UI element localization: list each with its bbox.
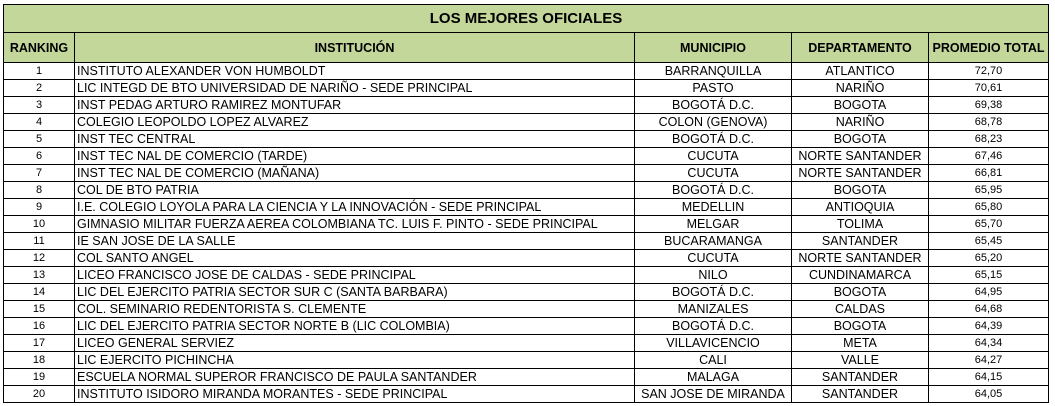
institucion-cell: IE SAN JOSE DE LA SALLE xyxy=(75,233,635,250)
ranking-cell: 12 xyxy=(4,250,75,267)
ranking-cell: 1 xyxy=(4,63,75,80)
table-row xyxy=(4,131,1049,148)
header-ranking: RANKING xyxy=(4,33,75,63)
promedio-cell: 65,45 xyxy=(929,233,1049,250)
promedio-cell: 65,20 xyxy=(929,250,1049,267)
promedio-cell: 65,70 xyxy=(929,216,1049,233)
municipio-cell: CUCUTA xyxy=(635,148,792,165)
departamento-cell: SANTANDER xyxy=(792,233,929,250)
municipio-cell: MELGAR xyxy=(635,216,792,233)
institucion-cell: LIC EJERCITO PICHINCHA xyxy=(75,352,635,369)
ranking-cell: 5 xyxy=(4,131,75,148)
ranking-cell: 2 xyxy=(4,80,75,97)
promedio-cell: 64,27 xyxy=(929,352,1049,369)
municipio-cell: CALI xyxy=(635,352,792,369)
ranking-cell: 14 xyxy=(4,284,75,301)
institucion-cell: INST TEC NAL DE COMERCIO (TARDE) xyxy=(75,148,635,165)
municipio-cell: VILLAVICENCIO xyxy=(635,335,792,352)
promedio-cell: 68,23 xyxy=(929,131,1049,148)
promedio-cell: 64,05 xyxy=(929,386,1049,403)
table-row xyxy=(4,97,1049,114)
promedio-cell: 65,80 xyxy=(929,199,1049,216)
table-row xyxy=(4,216,1049,233)
table-row xyxy=(4,199,1049,216)
institucion-cell: COLEGIO LEOPOLDO LOPEZ ALVAREZ xyxy=(75,114,635,131)
departamento-cell: SANTANDER xyxy=(792,386,929,403)
municipio-cell: BUCARAMANGA xyxy=(635,233,792,250)
municipio-cell: BOGOTÁ D.C. xyxy=(635,284,792,301)
header-municipio: MUNICIPIO xyxy=(635,33,792,63)
table-row xyxy=(4,233,1049,250)
ranking-cell: 4 xyxy=(4,114,75,131)
ranking-cell: 3 xyxy=(4,97,75,114)
promedio-cell: 68,78 xyxy=(929,114,1049,131)
municipio-cell: BOGOTÁ D.C. xyxy=(635,97,792,114)
municipio-cell: BOGOTÁ D.C. xyxy=(635,182,792,199)
institucion-cell: LICEO FRANCISCO JOSE DE CALDAS - SEDE PRINCIPAL xyxy=(75,267,635,284)
table-row xyxy=(4,182,1049,199)
institucion-cell: COL SANTO ANGEL xyxy=(75,250,635,267)
promedio-cell: 69,38 xyxy=(929,97,1049,114)
departamento-cell: VALLE xyxy=(792,352,929,369)
table-row xyxy=(4,80,1049,97)
table-row xyxy=(4,267,1049,284)
header-row xyxy=(4,33,1049,63)
institucion-cell: LICEO GENERAL SERVIEZ xyxy=(75,335,635,352)
ranking-cell: 20 xyxy=(4,386,75,403)
municipio-cell: BOGOTÁ D.C. xyxy=(635,318,792,335)
table-row xyxy=(4,369,1049,386)
ranking-cell: 18 xyxy=(4,352,75,369)
municipio-cell: MALAGA xyxy=(635,369,792,386)
institucion-cell: GIMNASIO MILITAR FUERZA AEREA COLOMBIANA TC. LUIS F. PINTO - SEDE PRINCIPAL xyxy=(75,216,635,233)
institucion-cell: INSTITUTO ALEXANDER VON HUMBOLDT xyxy=(75,63,635,80)
institucion-cell: ESCUELA NORMAL SUPEROR FRANCISCO DE PAULA SANTANDER xyxy=(75,369,635,386)
ranking-cell: 6 xyxy=(4,148,75,165)
table-row xyxy=(4,114,1049,131)
promedio-cell: 67,46 xyxy=(929,148,1049,165)
table-row xyxy=(4,386,1049,403)
municipio-cell: NILO xyxy=(635,267,792,284)
ranking-cell: 7 xyxy=(4,165,75,182)
ranking-cell: 17 xyxy=(4,335,75,352)
departamento-cell: BOGOTA xyxy=(792,97,929,114)
table-row xyxy=(4,250,1049,267)
table-row xyxy=(4,301,1049,318)
departamento-cell: TOLIMA xyxy=(792,216,929,233)
institucion-cell: I.E. COLEGIO LOYOLA PARA LA CIENCIA Y LA INNOVACIÓN - SEDE PRINCIPAL xyxy=(75,199,635,216)
municipio-cell: SAN JOSE DE MIRANDA xyxy=(635,386,792,403)
promedio-cell: 64,34 xyxy=(929,335,1049,352)
table-row xyxy=(4,335,1049,352)
header-promedio: PROMEDIO TOTAL xyxy=(929,33,1049,63)
departamento-cell: META xyxy=(792,335,929,352)
departamento-cell: BOGOTA xyxy=(792,131,929,148)
table-row xyxy=(4,352,1049,369)
promedio-cell: 64,39 xyxy=(929,318,1049,335)
departamento-cell: NORTE SANTANDER xyxy=(792,165,929,182)
promedio-cell: 66,81 xyxy=(929,165,1049,182)
departamento-cell: CALDAS xyxy=(792,301,929,318)
municipio-cell: CUCUTA xyxy=(635,250,792,267)
departamento-cell: CUNDINAMARCA xyxy=(792,267,929,284)
institucion-cell: INST TEC CENTRAL xyxy=(75,131,635,148)
departamento-cell: ANTIOQUIA xyxy=(792,199,929,216)
ranking-cell: 15 xyxy=(4,301,75,318)
departamento-cell: ATLANTICO xyxy=(792,63,929,80)
municipio-cell: PASTO xyxy=(635,80,792,97)
municipio-cell: CUCUTA xyxy=(635,165,792,182)
promedio-cell: 70,61 xyxy=(929,80,1049,97)
promedio-cell: 64,95 xyxy=(929,284,1049,301)
promedio-cell: 72,70 xyxy=(929,63,1049,80)
title-row xyxy=(4,5,1049,33)
municipio-cell: COLON (GENOVA) xyxy=(635,114,792,131)
promedio-cell: 65,95 xyxy=(929,182,1049,199)
municipio-cell: MEDELLIN xyxy=(635,199,792,216)
departamento-cell: SANTANDER xyxy=(792,369,929,386)
ranking-cell: 19 xyxy=(4,369,75,386)
ranking-cell: 11 xyxy=(4,233,75,250)
header-departamento: DEPARTAMENTO xyxy=(792,33,929,63)
departamento-cell: NARIÑO xyxy=(792,114,929,131)
municipio-cell: BOGOTÁ D.C. xyxy=(635,131,792,148)
header-institucion: INSTITUCIÓN xyxy=(75,33,635,63)
ranking-cell: 9 xyxy=(4,199,75,216)
ranking-cell: 13 xyxy=(4,267,75,284)
departamento-cell: NORTE SANTANDER xyxy=(792,250,929,267)
ranking-sheet xyxy=(3,4,1048,403)
promedio-cell: 64,15 xyxy=(929,369,1049,386)
institucion-cell: LIC DEL EJERCITO PATRIA SECTOR SUR C (SANTA BARBARA) xyxy=(75,284,635,301)
table-title: LOS MEJORES OFICIALES xyxy=(4,5,1049,33)
ranking-cell: 8 xyxy=(4,182,75,199)
promedio-cell: 65,15 xyxy=(929,267,1049,284)
institucion-cell: INST TEC NAL DE COMERCIO (MAÑANA) xyxy=(75,165,635,182)
table-row xyxy=(4,63,1049,80)
departamento-cell: NARIÑO xyxy=(792,80,929,97)
departamento-cell: NORTE SANTANDER xyxy=(792,148,929,165)
table-row xyxy=(4,318,1049,335)
institucion-cell: INSTITUTO ISIDORO MIRANDA MORANTES - SEDE PRINCIPAL xyxy=(75,386,635,403)
institucion-cell: INST PEDAG ARTURO RAMIREZ MONTUFAR xyxy=(75,97,635,114)
table-row xyxy=(4,148,1049,165)
table-row xyxy=(4,165,1049,182)
institucion-cell: LIC INTEGD DE BTO UNIVERSIDAD DE NARIÑO - SEDE PRINCIPAL xyxy=(75,80,635,97)
table-body xyxy=(4,63,1049,403)
table-row xyxy=(4,284,1049,301)
institucion-cell: COL. SEMINARIO REDENTORISTA S. CLEMENTE xyxy=(75,301,635,318)
departamento-cell: BOGOTA xyxy=(792,284,929,301)
departamento-cell: BOGOTA xyxy=(792,182,929,199)
departamento-cell: BOGOTA xyxy=(792,318,929,335)
institucion-cell: LIC DEL EJERCITO PATRIA SECTOR NORTE B (LIC COLOMBIA) xyxy=(75,318,635,335)
ranking-cell: 10 xyxy=(4,216,75,233)
institucion-cell: COL DE BTO PATRIA xyxy=(75,182,635,199)
municipio-cell: BARRANQUILLA xyxy=(635,63,792,80)
promedio-cell: 64,68 xyxy=(929,301,1049,318)
ranking-cell: 16 xyxy=(4,318,75,335)
municipio-cell: MANIZALES xyxy=(635,301,792,318)
ranking-table xyxy=(3,4,1049,403)
